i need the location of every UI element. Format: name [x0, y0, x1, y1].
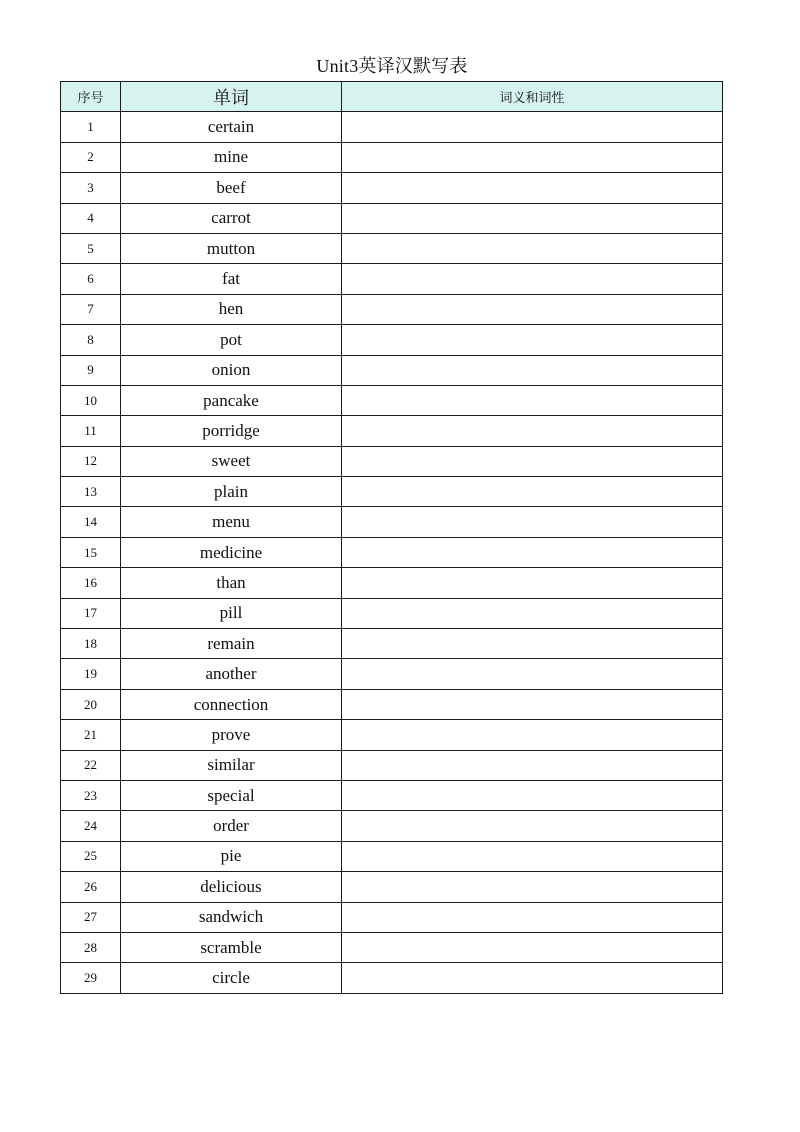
row-word: connection [121, 689, 342, 719]
dictation-table [60, 81, 723, 994]
row-number: 16 [61, 568, 121, 598]
row-number: 29 [61, 963, 121, 993]
table-row [61, 416, 723, 446]
row-meaning-blank[interactable] [342, 233, 723, 263]
row-number: 3 [61, 173, 121, 203]
row-number: 19 [61, 659, 121, 689]
row-number: 8 [61, 325, 121, 355]
row-number: 13 [61, 477, 121, 507]
header-word: 单词 [121, 82, 342, 112]
row-number: 6 [61, 264, 121, 294]
row-number: 12 [61, 446, 121, 476]
table-row [61, 233, 723, 263]
row-meaning-blank[interactable] [342, 872, 723, 902]
table-row [61, 294, 723, 324]
row-meaning-blank[interactable] [342, 446, 723, 476]
row-meaning-blank[interactable] [342, 385, 723, 415]
row-number: 22 [61, 750, 121, 780]
row-word: scramble [121, 932, 342, 962]
table-row [61, 629, 723, 659]
row-number: 24 [61, 811, 121, 841]
row-meaning-blank[interactable] [342, 841, 723, 871]
row-word: delicious [121, 872, 342, 902]
row-meaning-blank[interactable] [342, 537, 723, 567]
row-meaning-blank[interactable] [342, 507, 723, 537]
row-word: prove [121, 720, 342, 750]
row-meaning-blank[interactable] [342, 477, 723, 507]
row-meaning-blank[interactable] [342, 173, 723, 203]
table-row [61, 507, 723, 537]
row-word: carrot [121, 203, 342, 233]
row-word: fat [121, 264, 342, 294]
row-word: order [121, 811, 342, 841]
row-meaning-blank[interactable] [342, 780, 723, 810]
row-word: sandwich [121, 902, 342, 932]
row-meaning-blank[interactable] [342, 689, 723, 719]
table-row [61, 568, 723, 598]
row-number: 9 [61, 355, 121, 385]
row-word: medicine [121, 537, 342, 567]
table-row [61, 173, 723, 203]
table-row [61, 355, 723, 385]
row-number: 2 [61, 142, 121, 172]
row-number: 5 [61, 233, 121, 263]
row-meaning-blank[interactable] [342, 750, 723, 780]
row-meaning-blank[interactable] [342, 568, 723, 598]
table-row [61, 841, 723, 871]
table-row [61, 477, 723, 507]
row-word: another [121, 659, 342, 689]
row-number: 10 [61, 385, 121, 415]
row-meaning-blank[interactable] [342, 294, 723, 324]
table-row [61, 264, 723, 294]
table-row [61, 325, 723, 355]
row-meaning-blank[interactable] [342, 932, 723, 962]
row-word: similar [121, 750, 342, 780]
row-word: special [121, 780, 342, 810]
header-meaning: 词义和词性 [342, 82, 723, 112]
row-number: 17 [61, 598, 121, 628]
row-number: 18 [61, 629, 121, 659]
page-title: Unit3英译汉默写表 [316, 56, 468, 76]
table-row [61, 750, 723, 780]
row-number: 15 [61, 537, 121, 567]
table-row [61, 446, 723, 476]
row-word: remain [121, 629, 342, 659]
table-row [61, 720, 723, 750]
table-row [61, 203, 723, 233]
row-number: 26 [61, 872, 121, 902]
row-word: pie [121, 841, 342, 871]
row-number: 4 [61, 203, 121, 233]
row-word: mine [121, 142, 342, 172]
row-meaning-blank[interactable] [342, 264, 723, 294]
row-number: 27 [61, 902, 121, 932]
table-body [61, 112, 723, 993]
row-meaning-blank[interactable] [342, 112, 723, 142]
row-word: mutton [121, 233, 342, 263]
table-row [61, 872, 723, 902]
row-word: menu [121, 507, 342, 537]
row-number: 11 [61, 416, 121, 446]
table-row [61, 811, 723, 841]
table-row [61, 659, 723, 689]
header-number: 序号 [61, 82, 121, 112]
row-word: plain [121, 477, 342, 507]
row-meaning-blank[interactable] [342, 629, 723, 659]
row-word: than [121, 568, 342, 598]
row-number: 1 [61, 112, 121, 142]
table-row [61, 112, 723, 142]
row-word: circle [121, 963, 342, 993]
table-row [61, 963, 723, 993]
row-number: 25 [61, 841, 121, 871]
row-number: 28 [61, 932, 121, 962]
row-meaning-blank[interactable] [342, 902, 723, 932]
row-word: sweet [121, 446, 342, 476]
row-word: pot [121, 325, 342, 355]
row-word: certain [121, 112, 342, 142]
row-word: hen [121, 294, 342, 324]
row-meaning-blank[interactable] [342, 142, 723, 172]
row-number: 14 [61, 507, 121, 537]
table-row [61, 932, 723, 962]
row-number: 23 [61, 780, 121, 810]
table-row [61, 902, 723, 932]
row-number: 21 [61, 720, 121, 750]
row-meaning-blank[interactable] [342, 325, 723, 355]
row-meaning-blank[interactable] [342, 963, 723, 993]
row-word: pill [121, 598, 342, 628]
row-meaning-blank[interactable] [342, 598, 723, 628]
row-meaning-blank[interactable] [342, 659, 723, 689]
row-word: porridge [121, 416, 342, 446]
row-meaning-blank[interactable] [342, 720, 723, 750]
table-row [61, 598, 723, 628]
table-row [61, 385, 723, 415]
table-row [61, 780, 723, 810]
table-row [61, 689, 723, 719]
header-row [61, 82, 723, 112]
row-meaning-blank[interactable] [342, 811, 723, 841]
row-word: pancake [121, 385, 342, 415]
row-meaning-blank[interactable] [342, 203, 723, 233]
row-meaning-blank[interactable] [342, 355, 723, 385]
row-word: onion [121, 355, 342, 385]
row-word: beef [121, 173, 342, 203]
row-number: 20 [61, 689, 121, 719]
table-row [61, 142, 723, 172]
table-row [61, 537, 723, 567]
table-header [61, 82, 723, 112]
row-number: 7 [61, 294, 121, 324]
row-meaning-blank[interactable] [342, 416, 723, 446]
